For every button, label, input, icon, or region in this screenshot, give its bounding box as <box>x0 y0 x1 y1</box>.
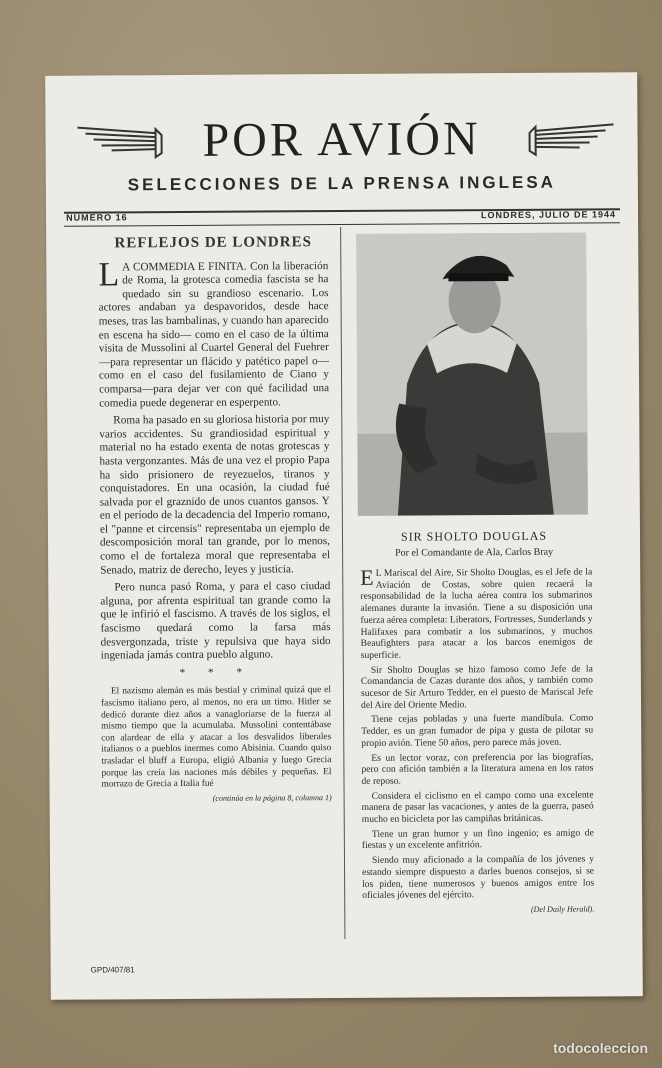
right-article-paragraph: Sir Sholto Douglas se hizo famoso como Jefe de la Comandancia de Cazas durante dos años, y también como sucesor de Sir Arturo Tedder, en el puesto de Mariscal Jefe del Aire del Oriente Medio. <box>360 663 593 711</box>
left-article-heading: REFLEJOS DE LONDRES <box>114 234 312 252</box>
left-article-paragraph: Pero nunca pasó Roma, y para el caso ciudad alguna, por afrenta espiritual tan grande como la que le infirió el fascismo. A través de los siglos, el fascismo quedará como la farsa más desvergonzada, triste y repulsiva que haya sido ingeniada jamás contra pueblo alguno. <box>100 580 331 662</box>
newspaper-sheet <box>45 72 643 1000</box>
left-article-paragraph: Roma ha pasado en su gloriosa historia por muy varios accidentes. Su grandiosidad espiritual y material no ha estado exenta de notas grotescas y hasta vergonzantes. Más de una vez el propio Papa ha sido prisionero de reyezuelos, tiranos y conquistadores. En una ocasión, la ciudad fué salvada por el graznido de unos cuantos gansos. Y en el período de la decadencia del Imperio romano, el "panne et circensis" representaba un ejemplo de descomposición moral tan grande, por lo menos, como el de fortaleza moral que representaba el Senado, matriz de derecho, leyes y justicia. <box>99 413 331 577</box>
left-article-dropcap: L <box>98 255 120 294</box>
right-article-paragraph: Tiene cejas pobladas y una fuerte mandíbula. Como Tedder, es un gran fumador de pipa y gusta de pilotar su propio avión. Tiene 50 años, pero parece más joven. <box>361 712 594 749</box>
left-article-small-section <box>101 685 332 804</box>
right-article-paragraph: Siendo muy aficionado a la compañía de los jóvenes y estando siempre dispuesto a darles buenos consejos, si se los piden, tiene numerosos y buenos amigos entre los oficiales jóvenes del ejército. <box>362 853 595 902</box>
right-article-dropcap: E <box>360 564 374 590</box>
right-article-paragraph: Considera el ciclismo en el campo como una excelente manera de pasar las vacaciones, y antes de la guerra, paseó mucho en bicicleta por las campiñas británicas. <box>361 789 594 825</box>
portrait-photo <box>356 233 588 516</box>
photo-caption-name: SIR SHOLTO DOUGLAS <box>400 528 548 544</box>
photo-caption-byline: Por el Comandante de Ala, Carlos Bray <box>395 546 554 559</box>
right-article-paragraph: L Mariscal del Aire, Sir Sholto Douglas, es el Jefe de la Aviación de Costas, sobre quien recaerá la responsabilidad de la lucha aérea contra los submarinos alemanes durante la invasión. Tiene a su disposición una fuerza aérea completa: Liberators, Fortresses, Sunderlands y Halifaxes para combatir a los submarinos, y muchos Beaufighters para atacar a los barcos enemigos de superficie. <box>360 566 593 661</box>
left-article-paragraph: A COMMEDIA E FINITA. Con la liberación de Roma, la grotesca comedia fascista se ha quedado sin su grandioso escenario. Los actores andaban ya despavoridos, desde hace meses, tras las bambalinas, y cuando han aparecido en escena ha sido— como en el caso de la última visita de Mussolini al Cuartel General del Fuehrer—para representar un flácido y patético papel o—como en el caso del fusilamiento de Ciano y comparsa—para dejar ver con qué facilidad una comedia puede degenerar en esperpento. <box>98 259 330 410</box>
column-divider <box>340 227 345 939</box>
left-article <box>98 232 331 805</box>
masthead-title: POR AVIÓN <box>202 112 481 167</box>
masthead-rule-bottom <box>64 222 620 226</box>
right-article <box>360 566 594 916</box>
section-separator: * * * <box>179 666 253 679</box>
continued-note: (continúa en la página 8, columna 1) <box>212 792 332 803</box>
right-article-paragraph: Es un lector voraz, con preferencia por las biografías, pero con afición también a la literatura amena en los ratos de reposo. <box>361 751 594 787</box>
article-credit: (Del Daily Herald). <box>530 904 595 914</box>
issue-number: NUMERO 16 <box>66 212 128 223</box>
left-article-small-paragraph: El nazismo alemán es más bestial y criminal quizá que el fascismo italiano pero, al menos, no era un timo. Hitler se dedicó durante diez años a vanagloriarse de la fuerza al mismo tiempo que la acumulaba. Mussolini contentábase con alardear de ella y atacar a los desvalidos liberales italianos o a pueblos inermes como Abisinia. Cuando quiso trasladar el bluff a Europa, eligió Albania y luego Grecia porque las creía las naciones más débiles y pequeñas. El morrazo de Grecia a Italia fué <box>100 685 332 790</box>
site-watermark: todocoleccion <box>553 1040 648 1056</box>
masthead-subtitle: SELECCIONES DE LA PRENSA INGLESA <box>127 172 556 195</box>
issue-place-date: LONDRES, JULIO DE 1944 <box>480 209 617 221</box>
right-article-paragraph: Tiene un gran humor y un fino ingenio; es amigo de fiestas y un excelente anfitrión. <box>361 827 594 852</box>
print-code: GPD/407/81 <box>90 965 135 975</box>
